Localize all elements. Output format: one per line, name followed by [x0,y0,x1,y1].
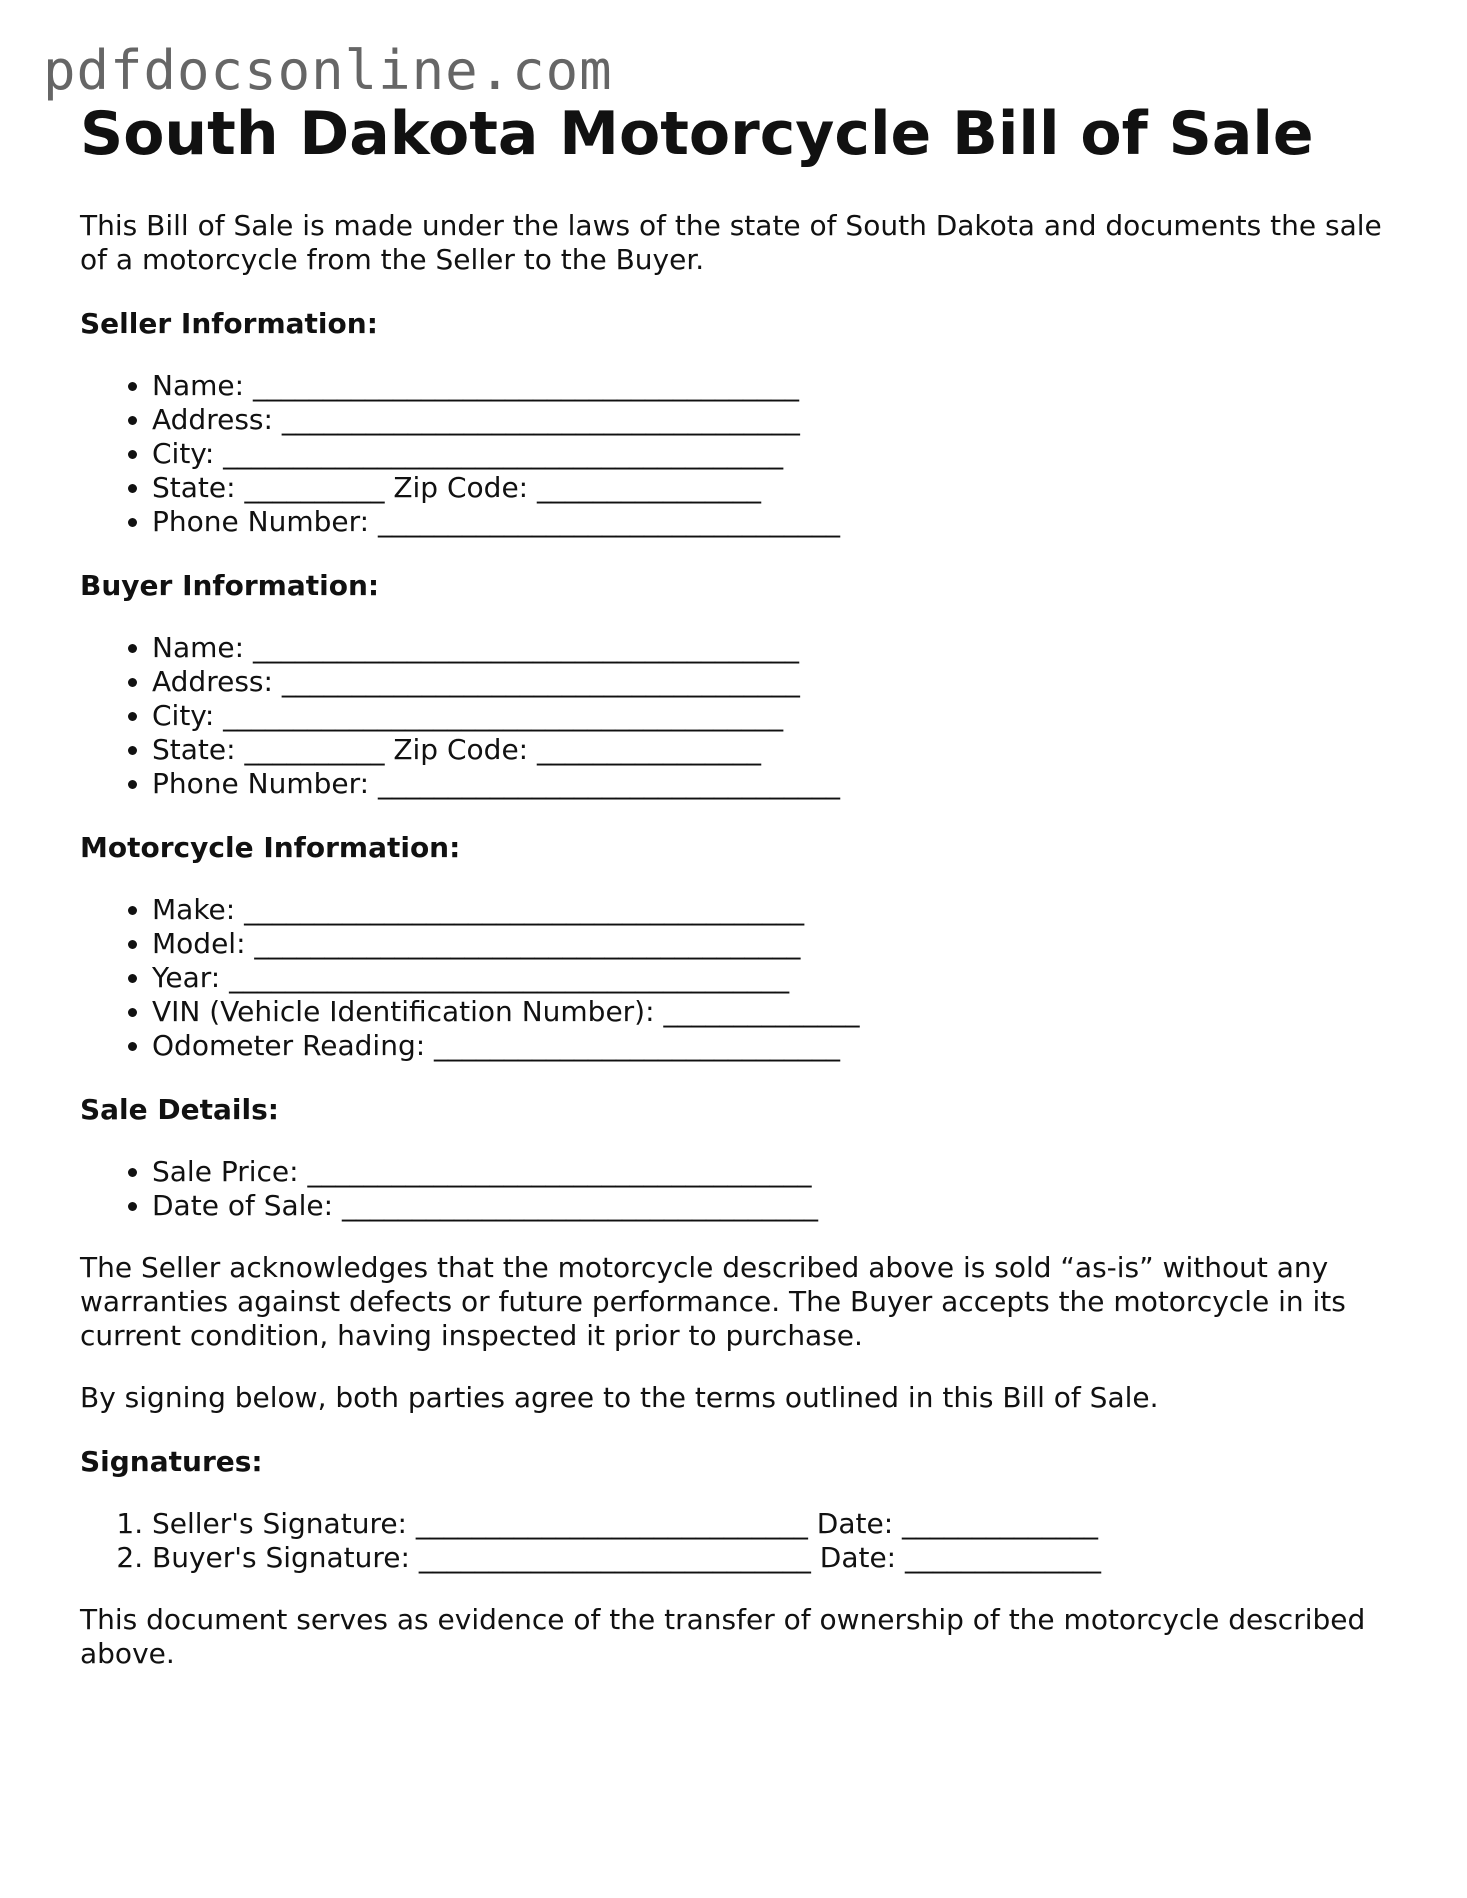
seller-state-zip-field[interactable]: • State: __________ Zip Code: ________________ [152,471,1410,505]
buyer-state-zip-field[interactable]: • State: __________ Zip Code: ________________ [152,733,1410,767]
watermark: pdfdocsonline.com [43,39,613,102]
seller-heading: Seller Information: [80,307,378,340]
motorcycle-odometer-field[interactable]: • Odometer Reading: _____________________________ [152,1029,1410,1063]
sale-date-field[interactable]: • Date of Sale: __________________________________ [152,1189,1410,1223]
buyer-name-field[interactable]: • Name: _______________________________________ [152,631,1410,665]
agreement-paragraph: By signing below, both parties agree to the terms outlined in this Bill of Sale. [80,1381,1159,1414]
motorcycle-year-field[interactable]: • Year: ________________________________________ [152,961,1410,995]
sale-list [80,1155,1410,1223]
buyer-signature-field[interactable]: 2. Buyer's Signature: ____________________________ Date: ______________ [152,1541,1410,1575]
motorcycle-list [80,893,1410,1063]
motorcycle-make-field[interactable]: • Make: ________________________________________ [152,893,1410,927]
motorcycle-heading: Motorcycle Information: [80,831,461,864]
seller-city-field[interactable]: • City: ________________________________________ [152,437,1410,471]
buyer-city-field[interactable]: • City: ________________________________________ [152,699,1410,733]
page-title: South Dakota Motorcycle Bill of Sale [80,99,1314,169]
buyer-phone-field[interactable]: • Phone Number: _________________________________ [152,767,1410,801]
document-body [80,100,1410,1671]
buyer-address-field[interactable]: • Address: _____________________________________ [152,665,1410,699]
seller-signature-field[interactable]: 1. Seller's Signature: ____________________________ Date: ______________ [152,1507,1410,1541]
buyer-heading: Buyer Information: [80,569,380,602]
disclaimer-paragraph: The Seller acknowledges that the motorcycle described above is sold “as-is” without any warranties against defects or future performance. The Buyer accepts the motorcycle in its current condition, having inspected it prior to purchase. [80,1251,1346,1352]
seller-list [80,369,1410,539]
closing-paragraph: This document serves as evidence of the transfer of ownership of the motorcycle described above. [80,1603,1366,1670]
intro-paragraph: This Bill of Sale is made under the laws of the state of South Dakota and documents the sale of a motorcycle from the Seller to the Buyer. [80,209,1382,276]
sale-price-field[interactable]: • Sale Price: ____________________________________ [152,1155,1410,1189]
seller-phone-field[interactable]: • Phone Number: _________________________________ [152,505,1410,539]
sale-heading: Sale Details: [80,1093,279,1126]
seller-name-field[interactable]: • Name: _______________________________________ [152,369,1410,403]
buyer-list [80,631,1410,801]
motorcycle-model-field[interactable]: • Model: _______________________________________ [152,927,1410,961]
seller-address-field[interactable]: • Address: _____________________________________ [152,403,1410,437]
motorcycle-vin-field[interactable]: • VIN (Vehicle Identification Number): ______________ [152,995,1410,1029]
signatures-heading: Signatures: [80,1445,263,1478]
signatures-list [80,1507,1410,1575]
